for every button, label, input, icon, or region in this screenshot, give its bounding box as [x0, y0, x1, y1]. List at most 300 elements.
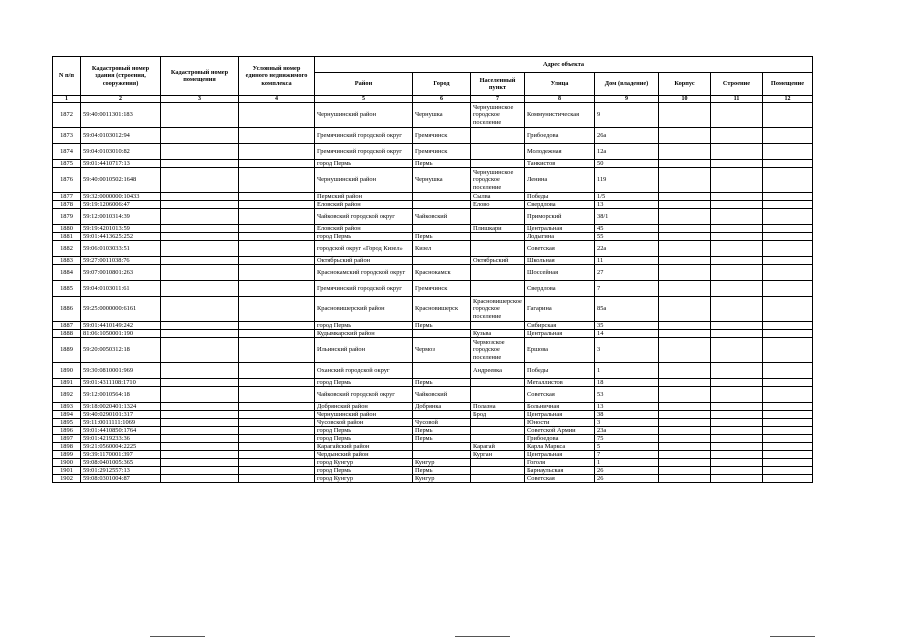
cadastral-building-cell: 59:01:4413625:252 — [81, 233, 161, 241]
house-cell: 119 — [595, 168, 659, 193]
cadastral-building-cell: 59:04:0103012:94 — [81, 128, 161, 144]
korpus-cell — [659, 467, 711, 475]
conditional-number-cell — [239, 257, 315, 265]
cadastral-building-cell: 59:11:0011111:1069 — [81, 419, 161, 427]
row-number: 1890 — [53, 363, 81, 379]
street-cell: Лодыгина — [525, 233, 595, 241]
row-number: 1881 — [53, 233, 81, 241]
pomeshchenie-cell — [763, 281, 813, 297]
house-cell: 45 — [595, 225, 659, 233]
cadastral-building-cell: 59:12:0010314:39 — [81, 209, 161, 225]
pomeshchenie-cell — [763, 103, 813, 128]
pomeshchenie-cell — [763, 160, 813, 168]
district-cell: Чердынский район — [315, 451, 413, 459]
district-cell: Пермский район — [315, 193, 413, 201]
conditional-number-cell — [239, 387, 315, 403]
cadastral-building-cell: 59:01:4410850:1764 — [81, 427, 161, 435]
pomeshchenie-cell — [763, 265, 813, 281]
korpus-cell — [659, 103, 711, 128]
stroenie-cell — [711, 338, 763, 363]
table-row — [53, 475, 813, 483]
table-row — [53, 427, 813, 435]
stroenie-cell — [711, 297, 763, 322]
table-row — [53, 451, 813, 459]
korpus-cell — [659, 379, 711, 387]
district-cell: Октябрьский район — [315, 257, 413, 265]
row-number: 1889 — [53, 338, 81, 363]
header-conditional-number: Условный номер единого недвижимого комплекса — [239, 57, 315, 96]
cadastral-room-cell — [161, 387, 239, 403]
conditional-number-cell — [239, 201, 315, 209]
cadastral-building-cell: 59:04:0103010:82 — [81, 144, 161, 160]
street-cell: Свердлова — [525, 281, 595, 297]
settlement-cell — [471, 427, 525, 435]
conditional-number-cell — [239, 403, 315, 411]
city-cell: Пермь — [413, 427, 471, 435]
city-cell — [413, 411, 471, 419]
district-cell: Кудымкарский район — [315, 330, 413, 338]
stroenie-cell — [711, 144, 763, 160]
settlement-cell — [471, 467, 525, 475]
stroenie-cell — [711, 322, 763, 330]
street-cell: Победы — [525, 363, 595, 379]
stroenie-cell — [711, 160, 763, 168]
house-cell: 7 — [595, 281, 659, 297]
conditional-number-cell — [239, 144, 315, 160]
row-number: 1899 — [53, 451, 81, 459]
house-cell: 75 — [595, 435, 659, 443]
column-number: 8 — [525, 96, 595, 103]
cadastral-room-cell — [161, 475, 239, 483]
cadastral-room-cell — [161, 467, 239, 475]
cadastral-room-cell — [161, 379, 239, 387]
conditional-number-cell — [239, 427, 315, 435]
row-number: 1880 — [53, 225, 81, 233]
city-cell: Пермь — [413, 379, 471, 387]
column-number: 11 — [711, 96, 763, 103]
table-row — [53, 144, 813, 160]
conditional-number-cell — [239, 379, 315, 387]
table-row — [53, 257, 813, 265]
korpus-cell — [659, 411, 711, 419]
settlement-cell: Чернушинское городское поселение — [471, 168, 525, 193]
table-row — [53, 297, 813, 322]
column-number: 7 — [471, 96, 525, 103]
cadastral-building-cell: 59:40:0010502:1648 — [81, 168, 161, 193]
pomeshchenie-cell — [763, 257, 813, 265]
pomeshchenie-cell — [763, 459, 813, 467]
conditional-number-cell — [239, 128, 315, 144]
district-cell: город Пермь — [315, 379, 413, 387]
cadastral-room-cell — [161, 363, 239, 379]
korpus-cell — [659, 403, 711, 411]
settlement-cell — [471, 387, 525, 403]
cadastral-room-cell — [161, 209, 239, 225]
cadastral-room-cell — [161, 443, 239, 451]
row-number: 1891 — [53, 379, 81, 387]
cadastral-room-cell — [161, 338, 239, 363]
korpus-cell — [659, 435, 711, 443]
stroenie-cell — [711, 281, 763, 297]
stroenie-cell — [711, 427, 763, 435]
stroenie-cell — [711, 435, 763, 443]
table-row — [53, 363, 813, 379]
house-cell: 12а — [595, 144, 659, 160]
pomeshchenie-cell — [763, 379, 813, 387]
city-cell: Гремячинск — [413, 128, 471, 144]
conditional-number-cell — [239, 459, 315, 467]
cadastral-building-cell: 59:19:4201013:59 — [81, 225, 161, 233]
pomeshchenie-cell — [763, 475, 813, 483]
street-cell: Коммунистическая — [525, 103, 595, 128]
header-settlement: Населенный пункт — [471, 73, 525, 96]
street-cell: Шоссейная — [525, 265, 595, 281]
settlement-cell: Чернушинское городское поселение — [471, 103, 525, 128]
table-row — [53, 160, 813, 168]
settlement-cell — [471, 128, 525, 144]
settlement-cell — [471, 475, 525, 483]
stroenie-cell — [711, 363, 763, 379]
cadastral-building-cell: 59:21:0560004:2225 — [81, 443, 161, 451]
settlement-cell: Елово — [471, 201, 525, 209]
column-number: 4 — [239, 96, 315, 103]
settlement-cell — [471, 241, 525, 257]
cadastral-building-cell: 59:01:4410149:242 — [81, 322, 161, 330]
cadastral-building-cell: 59:27:0011038:76 — [81, 257, 161, 265]
cadastral-building-cell: 59:08:0401005:365 — [81, 459, 161, 467]
city-cell: Краснокамск — [413, 265, 471, 281]
table-row — [53, 265, 813, 281]
house-cell: 50 — [595, 160, 659, 168]
korpus-cell — [659, 330, 711, 338]
stroenie-cell — [711, 379, 763, 387]
korpus-cell — [659, 281, 711, 297]
cadastral-room-cell — [161, 168, 239, 193]
cadastral-building-cell: 59:01:4311108:1710 — [81, 379, 161, 387]
korpus-cell — [659, 265, 711, 281]
row-number: 1897 — [53, 435, 81, 443]
house-cell: 3 — [595, 419, 659, 427]
column-number: 3 — [161, 96, 239, 103]
row-number: 1884 — [53, 265, 81, 281]
street-cell: Победы — [525, 193, 595, 201]
table-row — [53, 411, 813, 419]
settlement-cell — [471, 144, 525, 160]
city-cell: Красновишерск — [413, 297, 471, 322]
korpus-cell — [659, 193, 711, 201]
table-row — [53, 225, 813, 233]
house-cell: 1 — [595, 459, 659, 467]
stroenie-cell — [711, 168, 763, 193]
stroenie-cell — [711, 475, 763, 483]
house-cell: 13 — [595, 403, 659, 411]
pomeshchenie-cell — [763, 241, 813, 257]
district-cell: Чусовской район — [315, 419, 413, 427]
pomeshchenie-cell — [763, 387, 813, 403]
conditional-number-cell — [239, 451, 315, 459]
street-cell: Гоголя — [525, 459, 595, 467]
column-number: 5 — [315, 96, 413, 103]
city-cell: Кунгур — [413, 459, 471, 467]
column-number: 9 — [595, 96, 659, 103]
table-row — [53, 193, 813, 201]
stroenie-cell — [711, 451, 763, 459]
street-cell: Советская — [525, 241, 595, 257]
stroenie-cell — [711, 459, 763, 467]
cadastral-building-cell: 59:01:4410717:13 — [81, 160, 161, 168]
settlement-cell — [471, 265, 525, 281]
house-cell: 55 — [595, 233, 659, 241]
settlement-cell: Брод — [471, 411, 525, 419]
city-cell: Чусовой — [413, 419, 471, 427]
settlement-cell — [471, 322, 525, 330]
city-cell: Чернушка — [413, 168, 471, 193]
settlement-cell — [471, 209, 525, 225]
street-cell: Танкистов — [525, 160, 595, 168]
district-cell: Карагайский район — [315, 443, 413, 451]
house-cell: 1 — [595, 363, 659, 379]
korpus-cell — [659, 427, 711, 435]
house-cell: 14 — [595, 330, 659, 338]
pomeshchenie-cell — [763, 233, 813, 241]
pomeshchenie-cell — [763, 403, 813, 411]
house-cell: 38 — [595, 411, 659, 419]
stroenie-cell — [711, 233, 763, 241]
header-pomeshchenie: Помещение — [763, 73, 813, 96]
district-cell: Гремячинский городской округ — [315, 128, 413, 144]
city-cell: Пермь — [413, 322, 471, 330]
city-cell: Пермь — [413, 233, 471, 241]
cadastral-building-cell: 59:01:2912557:13 — [81, 467, 161, 475]
cadastral-building-cell: 59:08:0301004:87 — [81, 475, 161, 483]
header-korpus: Корпус — [659, 73, 711, 96]
settlement-cell — [471, 160, 525, 168]
row-number: 1874 — [53, 144, 81, 160]
house-cell: 22а — [595, 241, 659, 257]
korpus-cell — [659, 451, 711, 459]
cadastral-room-cell — [161, 411, 239, 419]
conditional-number-cell — [239, 435, 315, 443]
cadastral-room-cell — [161, 322, 239, 330]
settlement-cell: Карагай — [471, 443, 525, 451]
scan-artifact-line — [150, 636, 205, 637]
row-number: 1900 — [53, 459, 81, 467]
row-number: 1883 — [53, 257, 81, 265]
district-cell: город Пермь — [315, 160, 413, 168]
district-cell: город Пермь — [315, 427, 413, 435]
district-cell: город Пермь — [315, 233, 413, 241]
settlement-cell: Полазна — [471, 403, 525, 411]
street-cell: Советской Армии — [525, 427, 595, 435]
district-cell: город Кунгур — [315, 459, 413, 467]
city-cell: Чайковский — [413, 209, 471, 225]
stroenie-cell — [711, 193, 763, 201]
district-cell: Чернушинский район — [315, 168, 413, 193]
cadastral-room-cell — [161, 403, 239, 411]
pomeshchenie-cell — [763, 467, 813, 475]
cadastral-building-cell: 59:01:4219233:36 — [81, 435, 161, 443]
conditional-number-cell — [239, 103, 315, 128]
korpus-cell — [659, 387, 711, 403]
conditional-number-cell — [239, 265, 315, 281]
table-row — [53, 419, 813, 427]
cadastral-building-cell: 59:30:0810001:969 — [81, 363, 161, 379]
city-cell — [413, 330, 471, 338]
korpus-cell — [659, 144, 711, 160]
pomeshchenie-cell — [763, 322, 813, 330]
header-street: Улица — [525, 73, 595, 96]
street-cell: Грибоедова — [525, 128, 595, 144]
scan-artifact-line — [770, 636, 815, 637]
city-cell: Гремячинск — [413, 281, 471, 297]
korpus-cell — [659, 257, 711, 265]
city-cell — [413, 443, 471, 451]
street-cell: Приморский — [525, 209, 595, 225]
row-number: 1901 — [53, 467, 81, 475]
city-cell: Добрянка — [413, 403, 471, 411]
settlement-cell: Плишкари — [471, 225, 525, 233]
cadastral-building-cell: 59:19:1206006:47 — [81, 201, 161, 209]
city-cell — [413, 451, 471, 459]
city-cell: Чермоз — [413, 338, 471, 363]
table-row — [53, 443, 813, 451]
house-cell: 5 — [595, 443, 659, 451]
stroenie-cell — [711, 225, 763, 233]
pomeshchenie-cell — [763, 209, 813, 225]
conditional-number-cell — [239, 241, 315, 257]
table-row — [53, 128, 813, 144]
house-cell: 13 — [595, 201, 659, 209]
header-district: Район — [315, 73, 413, 96]
cadastral-building-cell: 59:25:0000000:6161 — [81, 297, 161, 322]
row-number: 1887 — [53, 322, 81, 330]
street-cell: Сибирская — [525, 322, 595, 330]
conditional-number-cell — [239, 419, 315, 427]
settlement-cell: Чермозское городское поселение — [471, 338, 525, 363]
conditional-number-cell — [239, 322, 315, 330]
column-number: 10 — [659, 96, 711, 103]
cadastral-room-cell — [161, 459, 239, 467]
city-cell — [413, 225, 471, 233]
cadastral-building-cell: 59:07:0010801:263 — [81, 265, 161, 281]
row-number: 1898 — [53, 443, 81, 451]
district-cell: город Пермь — [315, 467, 413, 475]
cadastral-room-cell — [161, 160, 239, 168]
row-number: 1893 — [53, 403, 81, 411]
stroenie-cell — [711, 128, 763, 144]
street-cell: Ленина — [525, 168, 595, 193]
cadastral-room-cell — [161, 144, 239, 160]
house-cell: 27 — [595, 265, 659, 281]
korpus-cell — [659, 128, 711, 144]
row-number: 1879 — [53, 209, 81, 225]
table-row — [53, 338, 813, 363]
city-cell: Кунгур — [413, 475, 471, 483]
house-cell: 26 — [595, 475, 659, 483]
stroenie-cell — [711, 387, 763, 403]
cadastral-building-cell: 59:18:0020401:1324 — [81, 403, 161, 411]
row-number: 1896 — [53, 427, 81, 435]
table-row — [53, 201, 813, 209]
pomeshchenie-cell — [763, 419, 813, 427]
row-number: 1888 — [53, 330, 81, 338]
stroenie-cell — [711, 103, 763, 128]
city-cell: Пермь — [413, 160, 471, 168]
row-number: 1878 — [53, 201, 81, 209]
cadastral-room-cell — [161, 225, 239, 233]
table-row — [53, 403, 813, 411]
cadastral-room-cell — [161, 201, 239, 209]
district-cell: Краснокамский городской округ — [315, 265, 413, 281]
cadastral-building-cell: 59:40:0290101:317 — [81, 411, 161, 419]
house-cell: 85а — [595, 297, 659, 322]
pomeshchenie-cell — [763, 363, 813, 379]
cadastral-room-cell — [161, 257, 239, 265]
city-cell: Чернушка — [413, 103, 471, 128]
house-cell: 3 — [595, 338, 659, 363]
house-cell: 23а — [595, 427, 659, 435]
column-number: 12 — [763, 96, 813, 103]
row-number: 1873 — [53, 128, 81, 144]
korpus-cell — [659, 322, 711, 330]
pomeshchenie-cell — [763, 338, 813, 363]
header-num: N п/п — [53, 57, 81, 96]
property-table — [52, 56, 813, 483]
settlement-cell — [471, 435, 525, 443]
conditional-number-cell — [239, 160, 315, 168]
conditional-number-cell — [239, 168, 315, 193]
stroenie-cell — [711, 467, 763, 475]
cadastral-room-cell — [161, 435, 239, 443]
street-cell: Советская — [525, 475, 595, 483]
korpus-cell — [659, 338, 711, 363]
cadastral-room-cell — [161, 281, 239, 297]
table-row — [53, 459, 813, 467]
street-cell: Свердлова — [525, 201, 595, 209]
district-cell: Еловский район — [315, 201, 413, 209]
korpus-cell — [659, 201, 711, 209]
table-row — [53, 241, 813, 257]
district-cell: Чайковский городской округ — [315, 387, 413, 403]
scan-artifact-line — [455, 636, 510, 637]
korpus-cell — [659, 475, 711, 483]
pomeshchenie-cell — [763, 144, 813, 160]
house-cell: 38/1 — [595, 209, 659, 225]
city-cell: Гремячинск — [413, 144, 471, 160]
pomeshchenie-cell — [763, 435, 813, 443]
table-row — [53, 103, 813, 128]
column-number: 1 — [53, 96, 81, 103]
street-cell: Советская — [525, 387, 595, 403]
cadastral-room-cell — [161, 297, 239, 322]
cadastral-room-cell — [161, 241, 239, 257]
city-cell — [413, 363, 471, 379]
korpus-cell — [659, 363, 711, 379]
cadastral-building-cell: 59:20:0050312:18 — [81, 338, 161, 363]
pomeshchenie-cell — [763, 427, 813, 435]
district-cell: Чайковский городской округ — [315, 209, 413, 225]
cadastral-building-cell: 59:32:0000000:10433 — [81, 193, 161, 201]
settlement-cell: Красновишерское городское поселение — [471, 297, 525, 322]
cadastral-room-cell — [161, 451, 239, 459]
street-cell: Молодежная — [525, 144, 595, 160]
cadastral-building-cell: 59:04:0103011:61 — [81, 281, 161, 297]
pomeshchenie-cell — [763, 330, 813, 338]
column-number-row — [53, 96, 813, 103]
street-cell: Центральная — [525, 451, 595, 459]
city-cell — [413, 201, 471, 209]
row-number: 1872 — [53, 103, 81, 128]
